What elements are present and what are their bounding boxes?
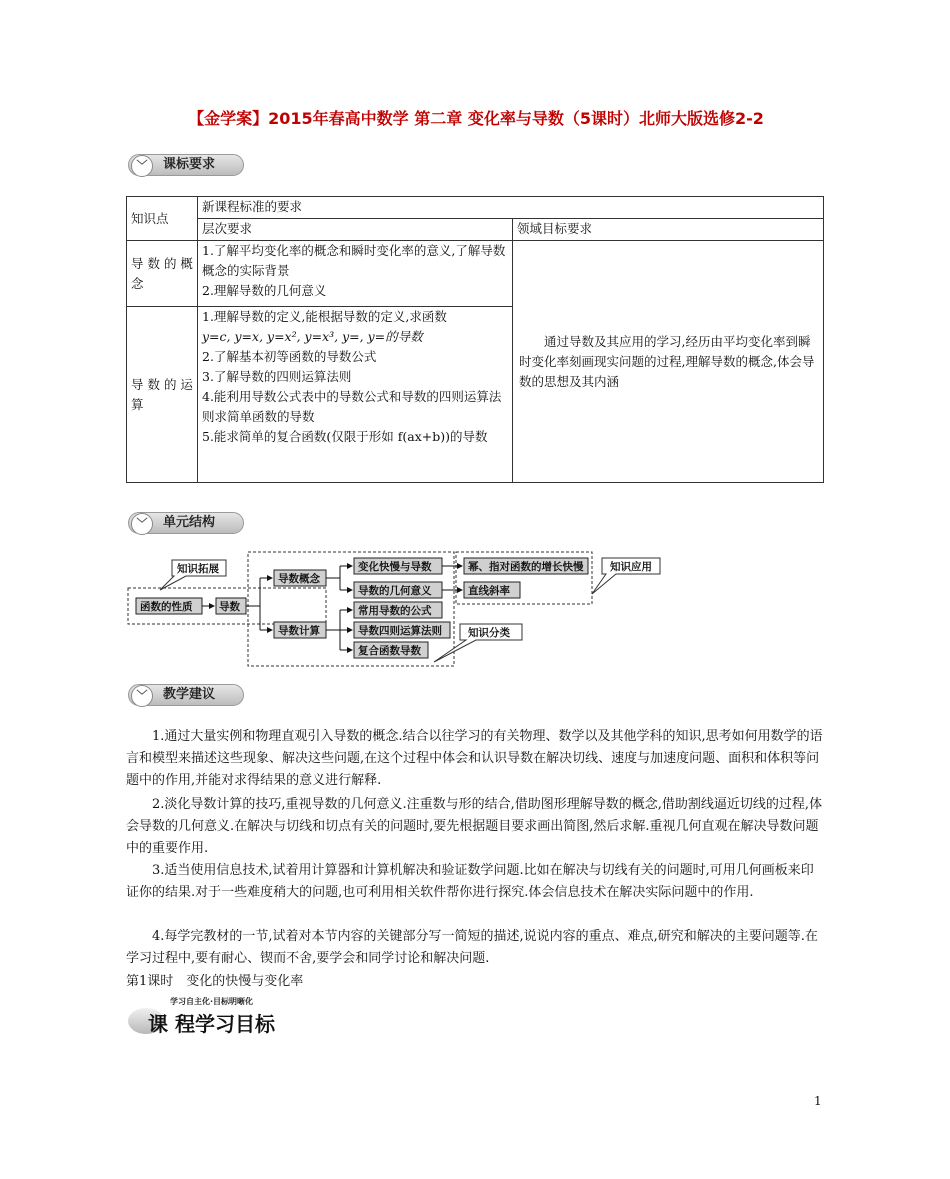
page-number: 1: [814, 1094, 822, 1108]
row-operation-label: 导 数 的 运算: [127, 307, 198, 483]
row-concept-label: 导 数 的 概念: [127, 241, 198, 307]
lesson-title: 第1课时 变化的快慢与变化率: [126, 974, 304, 989]
chevron-down-icon: ﹀: [131, 685, 153, 707]
section-header-structure: ﹀ 单元结构: [128, 512, 244, 534]
suggestion-1: 1.通过大量实例和物理直观引入导数的概念.结合以往学习的有关物理、数学以及其他学科的知识,思考如何用数学的语言和模型来描述这些现象、解决这些问题,在这个过程中体会和认识导数在解决切线、速度与加速度问题、面积和体积等问题中的作用,并能对求得结果的意义进行解释.: [126, 729, 823, 788]
suggestion-4: 4.每学完教材的一节,试着对本节内容的关键部分写一简短的描述,说说内容的重点、难点,研究和解决的主要问题等.在学习过程中,要有耐心、锲而不舍,要学会和同学讨论和解决问题.: [126, 929, 818, 966]
label-speed: 变化快慢与导数: [358, 561, 432, 573]
page-title: 【金学案】2015年春高中数学 第二章 变化率与导数（5课时）北师大版选修2-2: [188, 109, 764, 128]
label-composite: 复合函数导数: [358, 645, 421, 657]
domain-goal: 通过导数及其应用的学习,经历由平均变化率到瞬时变化率刻画现实问题的过程,理解导数的概念,体会导数的思想及其内涵: [513, 241, 824, 483]
callout-application: [590, 556, 670, 596]
label-calc: 导数计算: [278, 625, 320, 637]
goal-title: 课 程学习目标: [148, 1012, 275, 1036]
chevron-down-icon: ﹀: [131, 513, 153, 535]
label-concept: 导数概念: [278, 573, 320, 585]
suggestion-2: 2.淡化导数计算的技巧,重视导数的几何意义.注重数与形的结合,借助图形理解导数的概念,借助割线逼近切线的过程,体会导数的几何意义.在解决与切线和切点有关的问题时,要先根据题目要求画出简图,然后求解.重视几何直观在解决导数问题中的重要作用.: [126, 797, 823, 856]
label-common: 常用导数的公式: [358, 605, 432, 617]
section-header-teaching: ﹀ 教学建议: [128, 684, 244, 706]
label-classification: 知识分类: [468, 627, 510, 639]
chevron-down-icon: ﹀: [131, 155, 153, 177]
row-concept-requirements: 1.了解平均变化率的概念和瞬时变化率的意义,了解导数概念的实际背景 2.理解导数的几何意义: [198, 241, 513, 307]
suggestion-3: 3.适当使用信息技术,试着用计算器和计算机解决和验证数学问题.比如在解决与切线有关的问题时,可用几何画板来印证你的结果.对于一些难度稍大的问题,也可利用相关软件帮你进行探究.体会信息技术在解决实际问题中的作用.: [126, 863, 814, 900]
row-operation-requirements: 1.理解导数的定义,能根据导数的定义,求函数 y=c, y=x, y=x², y=x³, y=, y=的导数 2.了解基本初等函数的导数公式 3.了解导数的四则运算法则 4.能利用导数公式表中的导数公式和导数的四则运算法则求简单函数的导数 5.能求简单的复合函数(仅限于形如 f(ax+b))的导数: [198, 307, 513, 483]
header-domain: 领域目标要求: [513, 219, 824, 241]
label-derivative: 导数: [219, 601, 240, 613]
standards-table: [126, 196, 824, 483]
label-geometry: 导数的几何意义: [358, 585, 432, 597]
unit-structure-diagram: [126, 550, 606, 670]
label-growth: 幂、指对函数的增长快慢: [468, 561, 584, 573]
callout-classification: [430, 620, 530, 664]
label-four-ops: 导数四则运算法则: [358, 625, 442, 637]
header-requirements: 新课程标准的要求: [198, 197, 824, 219]
label-slope: 直线斜率: [468, 585, 510, 597]
label-application: 知识应用: [610, 561, 652, 573]
section-header-standards: ﹀ 课标要求: [128, 154, 244, 176]
label-func-property: 函数的性质: [140, 601, 193, 613]
label-knowledge-expand: 知识拓展: [177, 563, 219, 575]
goal-subtitle: 学习自主化·目标明晰化: [170, 997, 254, 1006]
header-knowledge: 知识点: [127, 197, 198, 241]
header-level: 层次要求: [198, 219, 513, 241]
